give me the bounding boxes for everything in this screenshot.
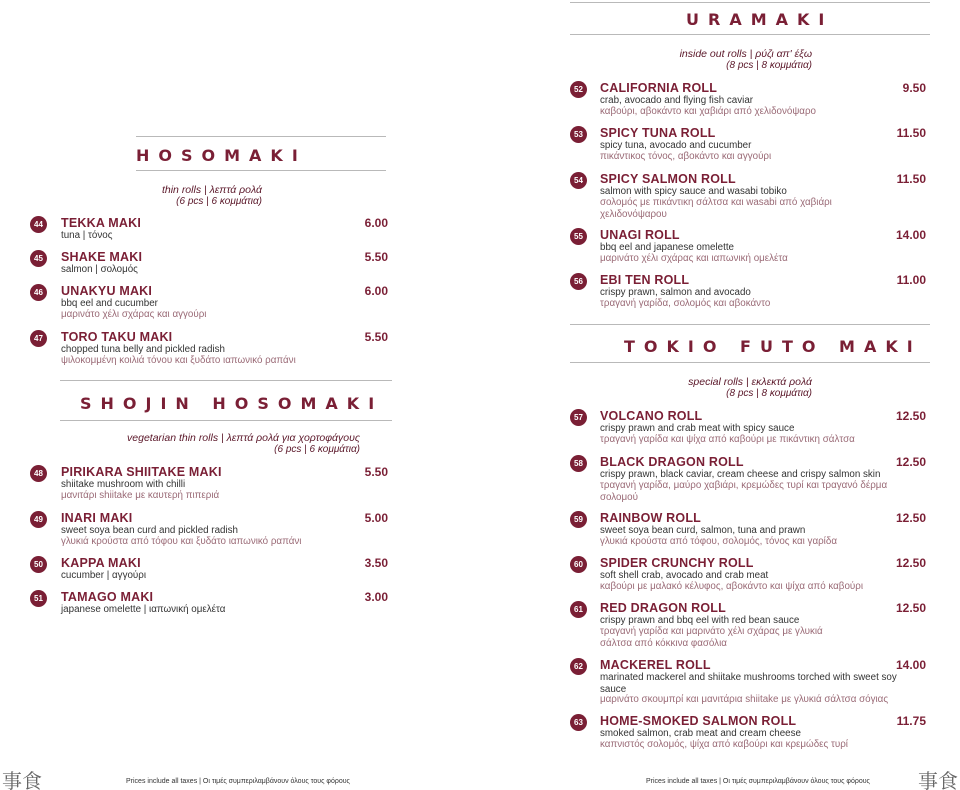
hosomaki-subtitle <box>22 184 262 208</box>
footer-tax-note-right: Prices include all taxes | Οι τιμές συμπεριλαμβάνουν όλους τους φόρους <box>646 778 870 785</box>
item-price: 11.75 <box>896 714 926 728</box>
item-description: salmon | σολομός <box>61 264 138 275</box>
item-name: TAMAGO MAKI <box>61 590 154 604</box>
item-description: marinated mackerel and shiitake mushrooms torched with sweet soy sauce <box>600 672 897 695</box>
item-price: 12.50 <box>895 455 926 469</box>
item-description: sweet soya bean curd, salmon, tuna and prawn <box>600 525 806 536</box>
item-description-greek: καπνιστός σολομός, ψίχα από καβούρι και κρεμώδες τυρί <box>600 739 848 750</box>
item-number: 48 <box>30 465 47 482</box>
menu-item <box>570 657 930 705</box>
menu-item <box>30 555 392 579</box>
item-name: INARI MAKI <box>61 511 133 525</box>
item-description: crispy prawn and bbq eel with red bean sauce <box>600 615 800 626</box>
item-price: 5.50 <box>364 330 388 344</box>
item-name: UNAKYU MAKI <box>61 284 153 298</box>
item-description: smoked salmon, crab meat and cream cheese <box>600 728 801 739</box>
item-description-greek: μαρινάτο σκουμπρί και μανιτάρια shiitake με γλυκιά σάλτσα σόγιας <box>600 694 889 705</box>
shojin-subtitle-text: vegetarian thin rolls | λεπτά ρολά για χορτοφάγους <box>127 432 360 444</box>
item-price: 3.50 <box>364 556 388 570</box>
menu-item <box>570 272 930 308</box>
item-name: CALIFORNIA ROLL <box>600 81 718 95</box>
item-number: 47 <box>30 330 47 347</box>
uramaki-pcs: (8 pcs | 8 κομμάτια) <box>726 60 812 71</box>
item-name: BLACK DRAGON ROLL <box>600 455 744 469</box>
item-description: salmon with spicy sauce and wasabi tobiko <box>600 186 787 197</box>
item-price: 5.50 <box>364 465 388 479</box>
item-price: 14.00 <box>895 228 926 242</box>
item-number: 46 <box>30 284 47 301</box>
divider <box>570 362 930 363</box>
divider <box>570 324 930 325</box>
item-name: TORO TAKU MAKI <box>61 330 173 344</box>
item-description: bbq eel and japanese omelette <box>600 242 734 253</box>
item-price: 3.00 <box>364 590 388 604</box>
item-number: 54 <box>570 172 587 189</box>
item-description-greek: πικάντικος τόνος, αβοκάντο και αγγούρι <box>600 151 772 162</box>
item-description-greek: γλυκιά κρούστα από τόφου και ξυδάτο ιαπωνικό ραπάνι <box>61 536 302 547</box>
item-description-greek: μανιτάρι shiitake με καυτερή πιπεριά <box>61 490 220 501</box>
item-description: shiitake mushroom with chilli <box>61 479 186 490</box>
divider <box>136 170 386 171</box>
item-price: 12.50 <box>895 601 926 615</box>
item-name: RED DRAGON ROLL <box>600 601 726 615</box>
menu-item <box>570 408 930 444</box>
uramaki-subtitle-text: inside out rolls | ρύζι απ' έξω <box>679 48 812 60</box>
menu-item <box>30 589 392 613</box>
menu-item <box>570 171 930 219</box>
item-name: PIRIKARA SHIITAKE MAKI <box>61 465 222 479</box>
item-name: EBI TEN ROLL <box>600 273 690 287</box>
item-price: 6.00 <box>364 284 388 298</box>
item-name: TEKKA MAKI <box>61 216 142 230</box>
item-description: cucumber | αγγούρι <box>61 570 147 581</box>
divider <box>570 2 930 3</box>
item-name: MACKEREL ROLL <box>600 658 711 672</box>
item-description-greek: σολομός με πικάντικη σάλτσα και wasabi από χαβιάρι χελιδονόψαρου <box>600 197 832 220</box>
item-description-greek: καβούρι με μαλακό κέλυφος, αβοκάντο και ψίχα από καβούρι <box>600 581 863 592</box>
item-price: 12.50 <box>895 409 926 423</box>
item-name: RAINBOW ROLL <box>600 511 701 525</box>
item-description-greek: γλυκιά κρούστα από τόφου, σολομός, τόνος και γαρίδα <box>600 536 837 547</box>
divider <box>136 136 386 137</box>
item-number: 56 <box>570 273 587 290</box>
item-price: 5.50 <box>364 250 388 264</box>
item-price: 14.00 <box>895 658 926 672</box>
item-description-greek: τραγανή γαρίδα, μαύρο χαβιάρι, κρεμώδες τυρί και τραγανό δέρμα σολομού <box>600 480 888 503</box>
item-description-greek: τραγανή γαρίδα και ψίχα από καβούρι με πικάντικη σάλτσα <box>600 434 855 445</box>
item-description: spicy tuna, avocado and cucumber <box>600 140 752 151</box>
uramaki-subtitle <box>572 48 812 72</box>
menu-item <box>30 249 392 273</box>
item-price: 9.50 <box>902 81 926 95</box>
item-description-greek: τραγανή γαρίδα και μαρινάτο χέλι σχάρας με γλυκιά σάλτσα από κόκκινα φασόλια <box>600 626 823 649</box>
item-name: SHAKE MAKI <box>61 250 143 264</box>
item-description-greek: μαρινάτο χέλι σχάρας και αγγούρι <box>61 309 207 320</box>
hosomaki-pcs: (6 pcs | 6 κομμάτια) <box>176 196 262 207</box>
item-number: 60 <box>570 556 587 573</box>
divider <box>60 420 392 421</box>
item-price: 11.50 <box>896 126 926 140</box>
divider <box>60 380 392 381</box>
item-description: tuna | τόνος <box>61 230 113 241</box>
futomaki-subtitle-text: special rolls | εκλεκτά ρολά <box>688 376 812 388</box>
item-number: 50 <box>30 556 47 573</box>
item-name: UNAGI ROLL <box>600 228 680 242</box>
item-number: 58 <box>570 455 587 472</box>
item-number: 63 <box>570 714 587 731</box>
item-number: 45 <box>30 250 47 267</box>
menu-item <box>30 283 392 319</box>
item-description-greek: μαρινάτο χέλι σχάρας και ιαπωνική ομελέτα <box>600 253 788 264</box>
shojin-title: SHOJIN HOSOMAKI <box>80 394 384 413</box>
menu-item <box>30 215 392 239</box>
item-name: KAPPA MAKI <box>61 556 141 570</box>
item-description: bbq eel and cucumber <box>61 298 158 309</box>
item-description: chopped tuna belly and pickled radish <box>61 344 225 355</box>
item-description: crispy prawn, salmon and avocado <box>600 287 751 298</box>
menu-item <box>570 227 930 263</box>
item-number: 53 <box>570 126 587 143</box>
item-description: japanese omelette | ιαπωνική ομελέτα <box>61 604 226 615</box>
item-price: 5.00 <box>364 511 388 525</box>
futomaki-title: TOKIO FUTO MAKI <box>624 337 922 356</box>
shojin-subtitle <box>40 432 360 456</box>
item-number: 55 <box>570 228 587 245</box>
item-name: SPICY TUNA ROLL <box>600 126 716 140</box>
kanji-logo-right: 事食 <box>918 769 958 790</box>
menu-item <box>30 329 392 365</box>
menu-item <box>570 555 930 591</box>
item-number: 51 <box>30 590 47 607</box>
menu-item <box>570 454 930 502</box>
menu-item <box>570 713 930 749</box>
item-number: 44 <box>30 216 47 233</box>
menu-item <box>570 510 930 546</box>
item-name: SPIDER CRUNCHY ROLL <box>600 556 754 570</box>
item-description-greek: καβούρι, αβοκάντο και χαβιάρι από χελιδονόψαρο <box>600 106 816 117</box>
item-number: 59 <box>570 511 587 528</box>
menu-item <box>570 80 930 116</box>
item-price: 12.50 <box>895 556 926 570</box>
futomaki-pcs: (8 pcs | 8 κομμάτια) <box>726 388 812 399</box>
item-name: SPICY SALMON ROLL <box>600 172 736 186</box>
menu-item <box>30 464 392 500</box>
menu-item <box>570 600 930 648</box>
item-name: HOME-SMOKED SALMON ROLL <box>600 714 797 728</box>
item-description-greek: τραγανή γαρίδα, σολομός και αβοκάντο <box>600 298 771 309</box>
item-description: sweet soya bean curd and pickled radish <box>61 525 238 536</box>
item-description: soft shell crab, avocado and crab meat <box>600 570 769 581</box>
item-description: crispy prawn, black caviar, cream cheese and crispy salmon skin <box>600 469 881 480</box>
item-number: 52 <box>570 81 587 98</box>
divider <box>570 34 930 35</box>
hosomaki-subtitle-text: thin rolls | λεπτά ρολά <box>161 184 262 196</box>
kanji-logo-left: 事食 <box>2 769 42 790</box>
item-description-greek: ψιλοκομμένη κοιλιά τόνου και ξυδάτο ιαπωνικό ραπάνι <box>61 355 296 366</box>
item-description: crispy prawn and crab meat with spicy sauce <box>600 423 795 434</box>
item-price: 12.50 <box>895 511 926 525</box>
item-number: 57 <box>570 409 587 426</box>
shojin-pcs: (6 pcs | 6 κομμάτια) <box>274 444 360 455</box>
item-price: 11.50 <box>896 172 926 186</box>
footer-tax-note-left: Prices include all taxes | Οι τιμές συμπεριλαμβάνουν όλους τους φόρους <box>126 778 350 785</box>
menu-item <box>570 125 930 161</box>
item-price: 11.00 <box>896 273 926 287</box>
item-name: VOLCANO ROLL <box>600 409 703 423</box>
item-number: 61 <box>570 601 587 618</box>
item-price: 6.00 <box>364 216 388 230</box>
uramaki-title: URAMAKI <box>686 10 834 29</box>
item-description: crab, avocado and flying fish caviar <box>600 95 754 106</box>
item-number: 49 <box>30 511 47 528</box>
item-number: 62 <box>570 658 587 675</box>
hosomaki-title: HOSOMAKI <box>136 146 307 165</box>
menu-item <box>30 510 392 546</box>
futomaki-subtitle <box>572 376 812 400</box>
